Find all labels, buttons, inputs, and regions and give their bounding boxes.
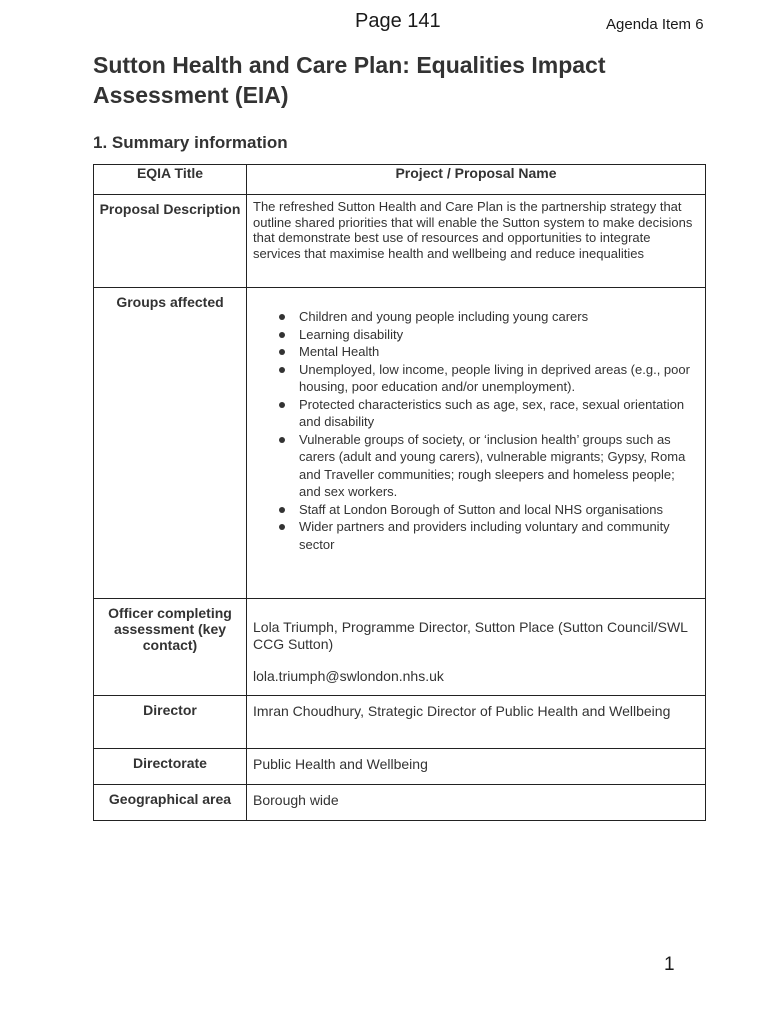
list-item: Learning disability bbox=[299, 326, 699, 344]
page-label: Page 141 bbox=[355, 10, 441, 32]
section-heading: 1. Summary information bbox=[93, 133, 288, 152]
director-label: Director bbox=[94, 696, 247, 749]
officer-email: lola.triumph@swlondon.nhs.uk bbox=[253, 668, 444, 684]
list-item: Children and young people including young carers bbox=[299, 308, 699, 326]
table-header-row bbox=[94, 165, 706, 195]
document-title: Sutton Health and Care Plan: Equalities Impact Assessment (EIA) bbox=[93, 52, 606, 108]
officer-label: Officer completing assessment (key contact) bbox=[94, 599, 247, 696]
footer-page-number: 1 bbox=[664, 954, 675, 975]
table-row bbox=[94, 599, 706, 696]
groups-affected-label: Groups affected bbox=[94, 288, 247, 599]
geographical-area-value: Borough wide bbox=[253, 792, 339, 808]
table-row bbox=[94, 696, 706, 749]
list-item: Unemployed, low income, people living in deprived areas (e.g., poor housing, poor education and/or unemployment). bbox=[299, 361, 699, 396]
directorate-label: Directorate bbox=[94, 749, 247, 785]
agenda-item-label: Agenda Item 6 bbox=[606, 16, 704, 33]
project-name-header: Project / Proposal Name bbox=[247, 165, 706, 195]
summary-table bbox=[93, 164, 706, 821]
eqia-title-label: EQIA Title bbox=[94, 165, 247, 195]
proposal-description-value: The refreshed Sutton Health and Care Plan is the partnership strategy that outline shared priorities that will enable the Sutton system to make decisions that demonstrate best use of resources and opportunities to integrate services that maximise health and wellbeing and reduce inequalities bbox=[253, 199, 693, 261]
list-item: Wider partners and providers including voluntary and community sector bbox=[299, 518, 699, 553]
list-item: Staff at London Borough of Sutton and local NHS organisations bbox=[299, 501, 699, 519]
table-row bbox=[94, 785, 706, 821]
proposal-description-label: Proposal Description bbox=[94, 195, 247, 288]
table-row bbox=[94, 195, 706, 288]
directorate-value: Public Health and Wellbeing bbox=[253, 756, 428, 772]
geographical-area-label: Geographical area bbox=[94, 785, 247, 821]
groups-affected-list bbox=[253, 308, 699, 553]
list-item: Mental Health bbox=[299, 343, 699, 361]
table-row bbox=[94, 288, 706, 599]
officer-name: Lola Triumph, Programme Director, Sutton Place (Sutton Council/SWL CCG Sutton) bbox=[253, 619, 688, 652]
director-value: Imran Choudhury, Strategic Director of Public Health and Wellbeing bbox=[253, 703, 671, 719]
list-item: Protected characteristics such as age, sex, race, sexual orientation and disability bbox=[299, 396, 699, 431]
table-row bbox=[94, 749, 706, 785]
list-item: Vulnerable groups of society, or ‘inclusion health’ groups such as carers (adult and young carers), vulnerable migrants; Gypsy, Roma and Traveller communities; rough sleepers and homeless people; and sex workers. bbox=[299, 431, 699, 501]
